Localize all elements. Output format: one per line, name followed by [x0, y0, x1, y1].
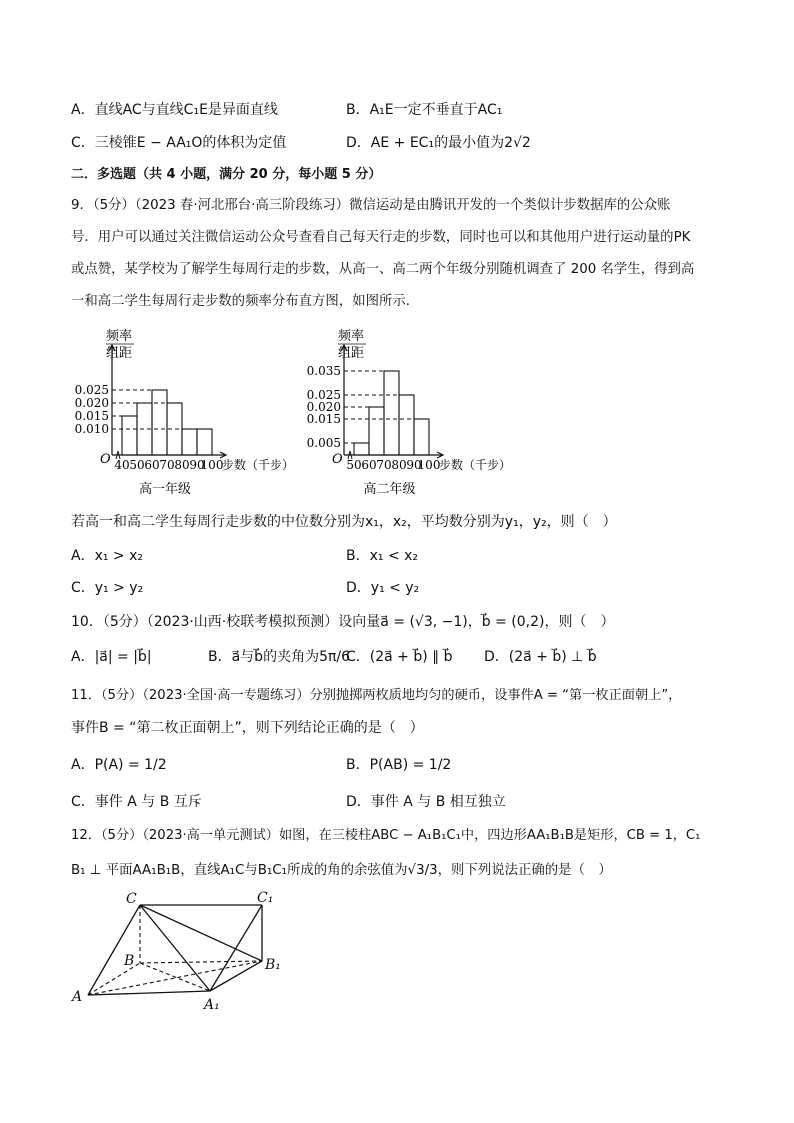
q12-line1: 12．（5分）（2023·高一单元测试）如图，在三棱柱ABC − A₁B₁C₁中，四边形AA₁B₁B是矩形，CB = 1，C₁ [71, 828, 701, 843]
q11-option-a: A．P(A) = 1/2 [71, 757, 167, 773]
hist2-ytick-label: 0.015 [306, 412, 341, 426]
q9-option-c: C．y₁ > y₂ [71, 580, 144, 596]
hist1-bar [197, 429, 212, 455]
hist1-bar [182, 429, 197, 455]
label-b: B [124, 953, 135, 969]
hist1-ytick-label: 0.025 [74, 383, 109, 397]
q12-line2: B₁ ⊥ 平面AA₁B₁B，直线A₁C与B₁C₁所成的角的余弦值为√3/3，则下列说法正确的是（ ） [71, 863, 612, 878]
q9-line3: 或点赞，某学校为了解学生每周行走的步数，从高一、高二两个年级分别随机调查了 200 名学生，得到高 [71, 262, 695, 277]
hist1-xtick-label: 70 [159, 458, 175, 472]
hist1-xlabel: 步数（千步） [222, 458, 295, 472]
q9-option-b: B．x₁ < x₂ [346, 548, 419, 564]
edge-c-b1 [140, 905, 262, 961]
edge-c-a [88, 905, 140, 995]
q10-option-b: B．a⃗与b⃗的夹角为5π/6 [208, 649, 351, 665]
q10-option-d: D．(2a⃗ + b⃗) ⊥ b⃗ [484, 649, 597, 665]
hist1-xtick-label: 50 [129, 458, 145, 472]
q11-line1: 11．（5分）（2023·全国·高一专题练习）分别抛掷两枚质地均匀的硬币，设事件A = “第一枚正面朝上”， [71, 688, 682, 703]
hist2-bar [414, 419, 429, 455]
hist1-ytick-label: 0.015 [74, 409, 109, 423]
hist2-bar [399, 395, 414, 455]
hist2-xtick-label: 90 [406, 458, 422, 472]
hist2-xtick-label: 70 [376, 458, 392, 472]
hist2-xtick-label: 100 [417, 458, 441, 472]
q11-option-d: D．事件 A 与 B 相互独立 [346, 794, 506, 810]
hist2-bar [369, 407, 384, 455]
edge-b-a1 [140, 963, 210, 991]
hist2-xtick-label: 50 [346, 458, 362, 472]
hist2-origin: O [332, 452, 343, 467]
q9-option-a: A．x₁ > x₂ [71, 548, 144, 564]
hist2-bar [354, 443, 369, 455]
label-c: C [126, 891, 137, 907]
edge-c-a1 [140, 905, 210, 991]
hist1-ylabel-bottom: 组距 [106, 346, 133, 361]
hist2-ytick-label: 0.035 [306, 364, 341, 378]
edge-a-b1 [88, 961, 262, 995]
hist1-origin: O [100, 452, 111, 467]
q9-stem: 若高一和高二学生每周行走步数的中位数分别为x₁，x₂，平均数分别为y₁，y₂，则（ ） [71, 514, 617, 530]
q9-option-d: D．y₁ < y₂ [346, 580, 420, 596]
label-a1: A₁ [204, 997, 220, 1013]
q11-option-c: C．事件 A 与 B 互斥 [71, 794, 202, 810]
q8-option-a: A．直线AC与直线C₁E是异面直线 [71, 102, 278, 118]
histograms-figure [74, 325, 570, 500]
edge-a1-b1 [210, 961, 262, 991]
hist2-ytick-label: 0.020 [306, 400, 341, 414]
q8-option-b: B．A₁E一定不垂直于AC₁ [346, 102, 503, 118]
q10-option-c: C．(2a⃗ + b⃗) ∥ b⃗ [346, 649, 453, 665]
edge-a-a1 [88, 991, 210, 995]
hist2-ytick-label: 0.025 [306, 388, 341, 402]
label-c1: C₁ [257, 890, 274, 906]
q8-option-c: C．三棱锥E − AA₁O的体积为定值 [71, 135, 287, 151]
q8-option-d: D．AE + EC₁的最小值为2√2 [346, 135, 531, 151]
hist2-ylabel-top: 频率 [338, 329, 365, 344]
label-b1: B₁ [265, 957, 281, 973]
q10-stem: 10．（5分）（2023·山西·校联考模拟预测）设向量a⃗ = (√3, −1)，b⃗ = (0,2)，则（ ） [71, 614, 615, 630]
hist2-xtick-label: 60 [361, 458, 377, 472]
hist1-bar [152, 390, 167, 455]
hist1-bar [122, 416, 137, 455]
q11-line2: 事件B = “第二枚正面朝上”，则下列结论正确的是（ ） [71, 720, 424, 736]
q9-line1: 9．（5分）（2023 春·河北邢台·高三阶段练习）微信运动是由腾讯开发的一个类似计步数据库的公众账 [71, 198, 671, 213]
hist1-xtick-label: 40 [114, 458, 130, 472]
hist1-xtick-label: 80 [174, 458, 190, 472]
section-heading: 二．多选题（共 4 小题，满分 20 分，每小题 5 分） [71, 167, 382, 182]
hist1-ytick-label: 0.020 [74, 396, 109, 410]
hist2-ytick-label: 0.005 [306, 436, 341, 450]
hist1-xtick-label: 60 [144, 458, 160, 472]
label-a: A [72, 989, 83, 1005]
hist1-title: 高一年级 [138, 482, 192, 497]
hist2-xlabel: 步数（千步） [439, 458, 512, 472]
q10-option-a: A．|a⃗| = |b⃗| [71, 649, 152, 665]
hist2-xtick-label: 80 [391, 458, 407, 472]
q9-line2: 号．用户可以通过关注微信运动公众号查看自己每天行走的步数，同时也可以和其他用户进行运动量的PK [71, 230, 691, 245]
q9-line4: 一和高二学生每周行走步数的频率分布直方图，如图所示． [71, 294, 420, 309]
edge-c1-a1 [210, 905, 262, 991]
edge-b-b1 [140, 961, 262, 963]
hist2-bar [384, 371, 399, 455]
hist1-ytick-label: 0.010 [74, 422, 109, 436]
hist2-ylabel-bottom: 组距 [338, 346, 365, 361]
hist1-ylabel-top: 频率 [106, 329, 133, 344]
hist1-xtick-label: 90 [189, 458, 205, 472]
hist2-title: 高二年级 [363, 482, 416, 497]
prism-figure [60, 885, 300, 1020]
hist1-xtick-label: 100 [200, 458, 224, 472]
q11-option-b: B．P(AB) = 1/2 [346, 757, 452, 773]
